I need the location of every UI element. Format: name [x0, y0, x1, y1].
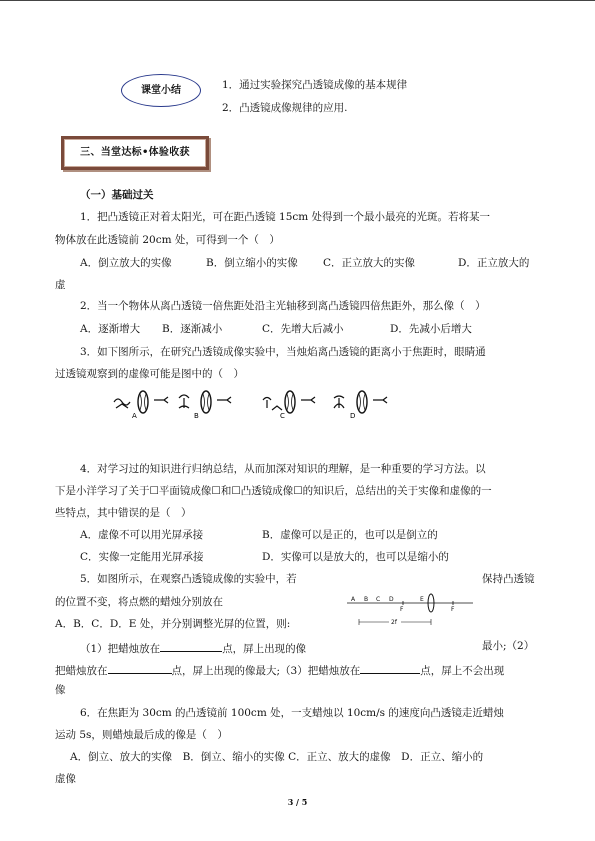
q6-options-cont: 虚像 — [55, 773, 76, 785]
q1-option-d-cont: 虚 — [55, 279, 66, 291]
summary-item-2: 2．凸透镜成像规律的应用. — [222, 102, 348, 114]
q4-option-b: B．虚像可以是正的，也可以是倒立的 — [262, 529, 438, 541]
q5-blank-2[interactable] — [108, 662, 172, 674]
q5-line-4c: 最小;（2） — [482, 640, 535, 652]
q3-figure-label-b: B — [194, 412, 199, 420]
q1-option-d: D．正立放大的 — [458, 257, 530, 269]
subsection-title: （一）基础过关 — [80, 189, 154, 201]
q3-line-2: 过透镜观察到的虚像可能是图中的（ ） — [55, 368, 244, 380]
q5-point-d: D — [389, 596, 394, 603]
q3-figure-label-a: A — [132, 412, 137, 420]
q1-line-2: 物体放在此透镜前 20cm 处，可得到一个（ ） — [55, 234, 280, 246]
q5-line-5b: 点，屏上出现的像最大;（3）把蜡烛放在 — [171, 665, 361, 677]
q6-options: A．倒立、放大的实像 B．倒立、缩小的实像 C．正立、放大的虚像 D．正立、缩小的 — [70, 751, 484, 763]
q5-point-c: C — [376, 596, 381, 603]
q5-point-b: B — [364, 596, 369, 603]
q3-figure-option-b — [179, 391, 231, 420]
q5-line-5c: 点，屏上不会出现 — [420, 665, 505, 677]
summary-item-1: 1．通过实验探究凸透镜成像的基本规律 — [222, 79, 408, 91]
q5-dimension-label: 2f — [391, 619, 397, 626]
q5-optics-diagram — [345, 592, 480, 632]
q6-line-2: 运动 5s，则蜡烛最后成的像是（ ） — [55, 729, 228, 741]
q3-figure-option-a — [114, 391, 168, 420]
q2-option-c: C．先增大后减小 — [262, 323, 344, 335]
q3-figure-label-c: C — [280, 412, 285, 420]
page-number: 3 / 5 — [287, 797, 308, 807]
q5-line-4a: （1）把蜡烛放在 — [80, 643, 161, 655]
q5-line-5 — [55, 662, 504, 678]
q2-line-1: 2．当一个物体从离凸透镜一倍焦距处沿主光轴移到离凸透镜四倍焦距外，那么像（ ） — [80, 300, 486, 312]
q2-option-b: B．逐渐减小 — [162, 323, 223, 335]
q1-option-c: C．正立放大的实像 — [323, 257, 416, 269]
q5-line-2: 的位置不变，将点燃的蜡烛分别放在 — [55, 596, 223, 608]
q3-figure-label-d: D — [350, 412, 356, 420]
q5-point-e: E — [420, 596, 424, 603]
q5-line-1-right: 保持凸透镜 — [482, 573, 535, 585]
q3-figure-option-d — [334, 391, 387, 420]
q1-option-a: A．倒立放大的实像 — [80, 257, 172, 269]
q4-option-d: D．实像可以是放大的，也可以是缩小的 — [262, 551, 449, 563]
q5-blank-1[interactable] — [160, 640, 222, 652]
q1-option-b: B．倒立缩小的实像 — [206, 257, 298, 269]
section-banner-title: 三、当堂达标•体验收获 — [64, 139, 206, 167]
q4-line-3: 些特点，其中错误的是（ ） — [55, 507, 192, 519]
q5-focus-left: F — [400, 606, 404, 613]
section-banner — [61, 136, 209, 170]
q5-focus-right: F — [451, 606, 455, 613]
q4-line-2: 下是小洋学习了关于☐平面镜成像☐和☐凸透镜成像☐的知识后，总结出的关于实像和虚像的一 — [55, 485, 492, 497]
q3-line-1: 3．如下图所示，在研究凸透镜成像实验中，当烛焰离凸透镜的距离小于焦距时，眼睛通 — [80, 346, 486, 358]
q2-option-d: D．先减小后增大 — [390, 323, 472, 335]
q5-line-3: A．B．C．D．E 处，并分别调整光屏的位置，则: — [55, 618, 291, 630]
top-rule — [0, 0, 595, 1]
q5-line-4b: 点，屏上出现的像 — [222, 643, 307, 655]
q5-line-1: 5．如图所示，在观察凸透镜成像的实验中，若 — [80, 573, 297, 585]
q1-line-1: 1．把凸透镜正对着太阳光，可在距凸透镜 15cm 处得到一个最小最亮的光斑。若将某一 — [80, 211, 491, 223]
q5-line-4 — [80, 640, 306, 656]
q4-option-a: A．虚像不可以用光屏承接 — [80, 529, 204, 541]
q5-line-6: 像 — [55, 684, 66, 696]
q6-line-1: 6．在焦距为 30cm 的凸透镜前 100cm 处，一支蜡烛以 10cm/s 的速度向凸透镜走近蜡烛 — [80, 707, 504, 719]
q5-blank-3[interactable] — [360, 662, 420, 674]
q2-option-a: A．逐渐增大 — [80, 323, 141, 335]
q5-point-a: A — [351, 596, 356, 603]
q4-line-1: 4．对学习过的知识进行归纳总结，从而加深对知识的理解，是一种重要的学习方法。以 — [80, 463, 486, 475]
q3-figure-option-c — [263, 391, 315, 420]
summary-label: 课堂小结 — [121, 74, 201, 107]
q4-option-c: C．实像一定能用光屏承接 — [80, 551, 204, 563]
q5-line-5a: 把蜡烛放在 — [55, 665, 108, 677]
q3-figure — [110, 388, 410, 420]
